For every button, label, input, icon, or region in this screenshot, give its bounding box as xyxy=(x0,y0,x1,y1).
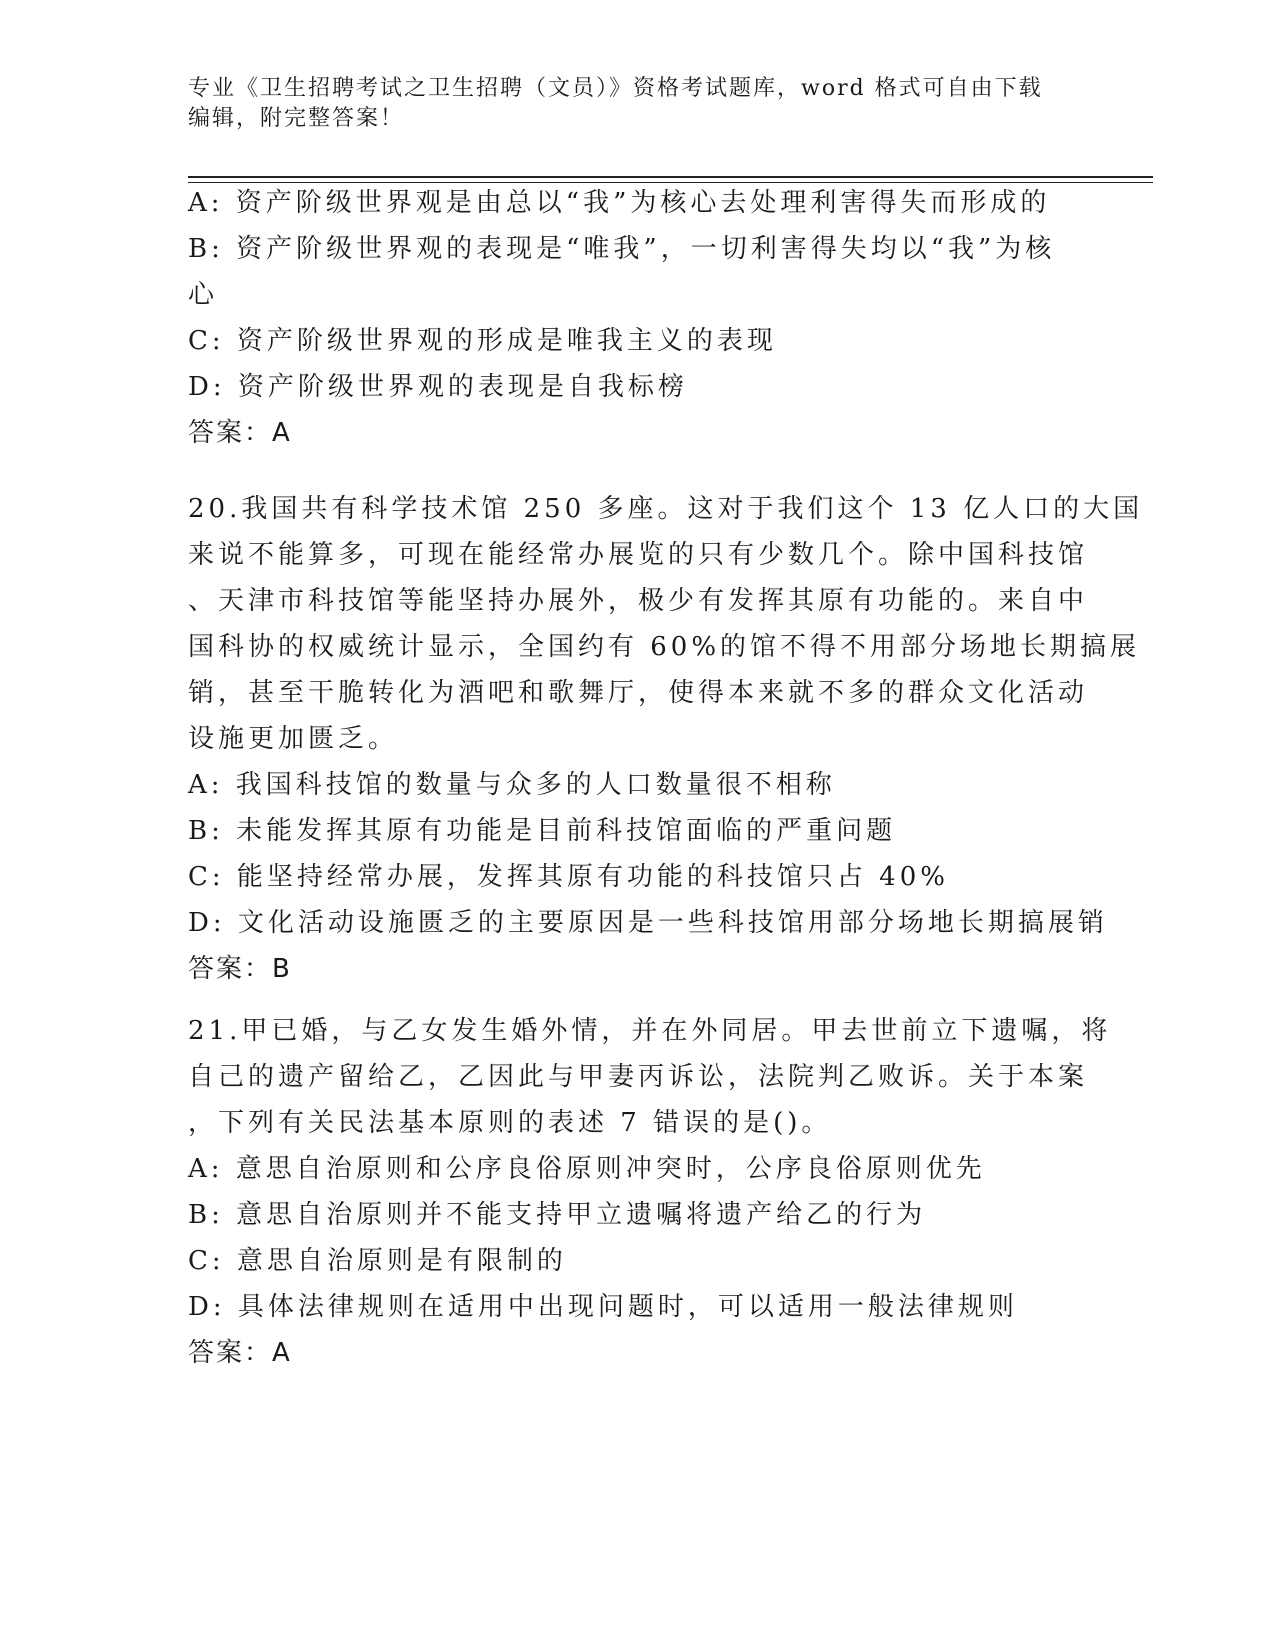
question-21 xyxy=(188,1008,1112,1376)
option-d: D: 资产阶级世界观的表现是自我标榜 xyxy=(188,372,688,402)
header-line-1: 专业《卫生招聘考试之卫生招聘（文员）》资格考试题库，word 格式可自由下载 xyxy=(188,76,1043,101)
option-a: A: 我国科技馆的数量与众多的人口数量很不相称 xyxy=(188,770,836,800)
option-c: C: 能坚持经常办展，发挥其原有功能的科技馆只占 40% xyxy=(188,862,949,892)
option-b-continued: 心 xyxy=(188,280,219,310)
option-a: A: 资产阶级世界观是由总以“我”为核心去处理利害得失而形成的 xyxy=(188,188,1051,218)
question-stem: 销，甚至干脆转化为酒吧和歌舞厅，使得本来就不多的群众文化活动 xyxy=(188,678,1089,708)
option-b: B: 未能发挥其原有功能是目前科技馆面临的严重问题 xyxy=(188,816,897,846)
answer: 答案：A xyxy=(188,418,292,448)
option-d: D: 具体法律规则在适用中出现问题时，可以适用一般法律规则 xyxy=(188,1292,1018,1322)
option-c: C: 意思自治原则是有限制的 xyxy=(188,1246,567,1276)
question-stem: ，下列有关民法基本原则的表述 7 错误的是()。 xyxy=(188,1108,832,1138)
option-a: A: 意思自治原则和公序良俗原则冲突时，公序良俗原则优先 xyxy=(188,1154,986,1184)
question-19 xyxy=(188,180,1078,456)
answer: 答案：B xyxy=(188,954,292,984)
option-b: B: 资产阶级世界观的表现是“唯我”，一切利害得失均以“我”为核 xyxy=(188,234,1056,264)
question-stem: 、天津市科技馆等能坚持办展外，极少有发挥其原有功能的。来自中 xyxy=(188,586,1089,616)
question-stem: 来说不能算多，可现在能经常办展览的只有少数几个。除中国科技馆 xyxy=(188,540,1089,570)
question-stem: 21.甲已婚，与乙女发生婚外情，并在外同居。甲去世前立下遗嘱，将 xyxy=(188,1016,1112,1046)
header-line-2: 编辑，附完整答案！ xyxy=(188,106,405,131)
question-20 xyxy=(188,486,1144,992)
option-b: B: 意思自治原则并不能支持甲立遗嘱将遗产给乙的行为 xyxy=(188,1200,927,1230)
answer: 答案：A xyxy=(188,1338,292,1368)
question-stem: 自己的遗产留给乙，乙因此与甲妻丙诉讼，法院判乙败诉。关于本案 xyxy=(188,1062,1089,1092)
header-rule-thick xyxy=(188,176,1153,178)
option-d: D: 文化活动设施匮乏的主要原因是一些科技馆用部分场地长期搞展销 xyxy=(188,908,1108,938)
question-stem: 设施更加匮乏。 xyxy=(188,724,399,754)
option-c: C: 资产阶级世界观的形成是唯我主义的表现 xyxy=(188,326,777,356)
question-stem: 20.我国共有科学技术馆 250 多座。这对于我们这个 13 亿人口的大国 xyxy=(188,494,1144,524)
question-stem: 国科协的权威统计显示，全国约有 60%的馆不得不用部分场地长期搞展 xyxy=(188,632,1141,662)
page-header xyxy=(188,74,1068,134)
